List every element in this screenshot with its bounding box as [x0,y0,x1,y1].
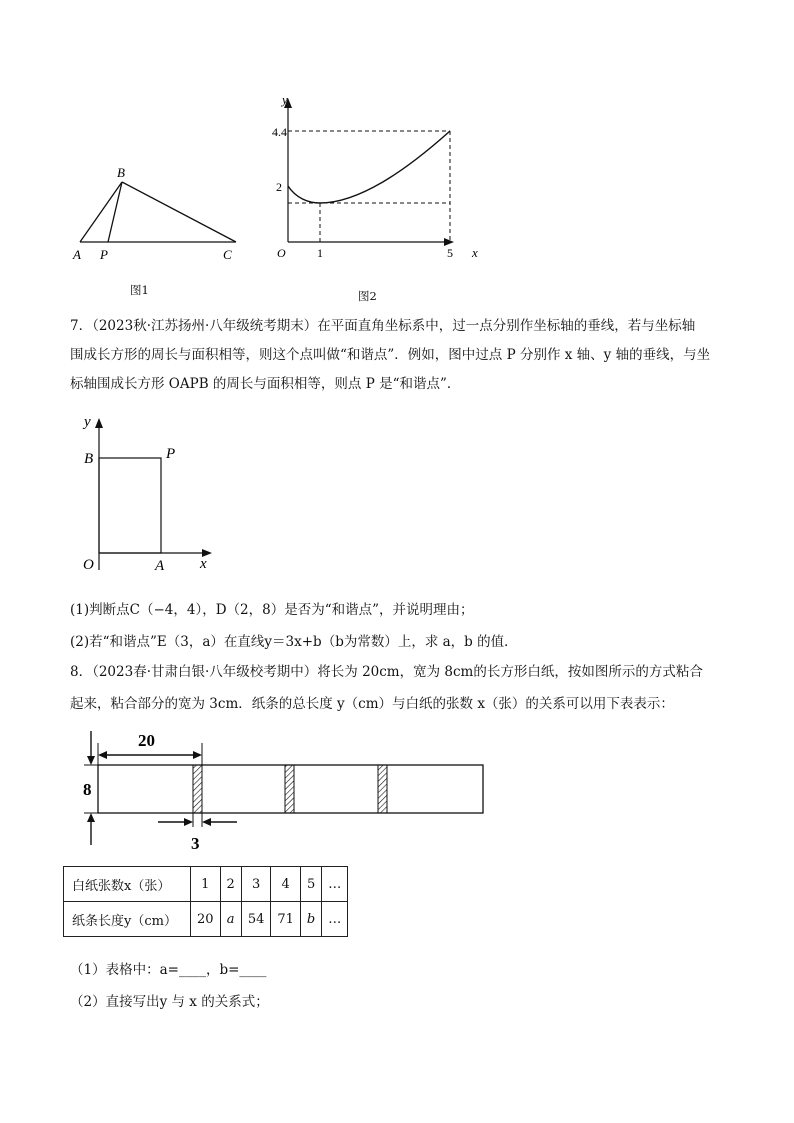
fig2-label-5: 5 [447,246,453,260]
table-header-length: 纸条长度y（cm） [64,902,191,937]
q7-figure-rectangle [78,410,228,580]
figure-1-triangle [60,160,260,270]
q7-fig-label-x: x [200,556,207,572]
table-cell: 3 [241,867,271,902]
q8-line-2: 起来，粘合部分的宽为 3cm．纸条的总长度 y（cm）与白纸的张数 x（张）的关系可以用下表表示： [70,696,674,712]
fig1-label-b: B [117,165,125,180]
fig2-label-2: 2 [276,180,282,194]
q7-fig-label-b: B [84,451,94,467]
table-cell: … [322,902,348,937]
q7-sub-1: (1)判断点C（−4，4），D（2，8）是否为“和谐点”，并说明理由； [70,602,474,618]
fig2-label-44: 4.4 [272,125,287,139]
q8-sub-1: （1）表格中：a=____，b=____ [70,962,267,978]
q8-fig-label-3: 3 [191,834,200,853]
fig1-caption: 图1 [130,283,149,297]
table-cell: 2 [220,867,241,902]
q7-fig-label-o: O [83,557,94,573]
table-cell: 1 [191,867,221,902]
q7-fig-label-p: P [166,446,176,462]
fig2-label-o: O [277,246,286,260]
table-cell: 5 [300,867,321,902]
table-cell: 54 [241,902,271,937]
table-row-length [64,902,348,937]
q8-data-table [63,866,348,937]
q8-sub-2: （2）直接写出y 与 x 的关系式； [70,994,269,1010]
q8-fig-label-8: 8 [83,780,92,799]
fig1-label-a: A [73,247,81,262]
table-cell: 4 [271,867,301,902]
q8-paper-strip-figure [72,725,492,855]
q7-sub-2: (2)若“和谐点”E（3，a）在直线y＝3x+b（b为常数）上，求 a，b 的值． [70,634,518,650]
table-cell: … [322,867,348,902]
fig2-label-x: x [472,245,478,260]
fig2-caption: 图2 [358,289,377,303]
table-header-sheets: 白纸张数x（张） [64,867,191,902]
fig2-label-y: y [282,92,288,107]
fig2-label-1: 1 [317,246,323,260]
q7-line-3: 标轴围成长方形 OAPB 的周长与面积相等，则点 P 是“和谐点”． [70,376,461,392]
table-cell: 71 [271,902,301,937]
table-cell: 20 [191,902,221,937]
figure-2-graph [272,90,492,270]
q7-line-1: 7．（2023秋·江苏扬州·八年级统考期末）在平面直角坐标系中，过一点分别作坐标轴的垂线，若与坐标轴 [70,318,696,334]
table-cell: b [300,902,321,937]
q8-fig-label-20: 20 [138,731,155,750]
table-row-sheets [64,867,348,902]
q7-line-2: 围成长方形的周长与面积相等，则这个点叫做“和谐点”．例如，图中过点 P 分别作 x 轴、y 轴的垂线，与坐 [70,347,711,363]
q7-fig-label-a: A [155,558,165,574]
table-cell: a [220,902,241,937]
fig1-label-p: P [100,247,108,262]
fig1-label-c: C [223,247,232,262]
q7-fig-label-y: y [84,414,91,430]
q8-line-1: 8．（2023春·甘肃白银·八年级校考期中）将长为 20cm，宽为 8cm的长方形白纸，按如图所示的方式粘合 [70,664,703,680]
